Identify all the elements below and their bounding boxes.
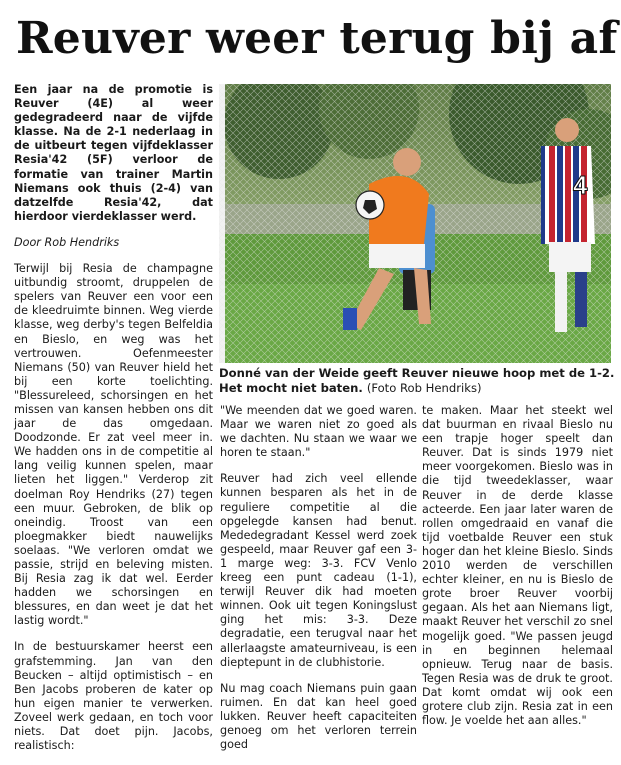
article-byline: Door Rob Hendriks — [14, 235, 120, 249]
shirt-number: 4 — [573, 170, 588, 200]
article-headline: Reuver weer terug bij af — [16, 13, 618, 64]
article-paragraph: Terwijl bij Resia de champagne uitbundig stroomt, druppelen de spelers van Reuver een voor een de kleedruimte binnen. Weg vierde klasse, weg derby's tegen Belfeldia en Bieslo, en weg was het vertrouwen. Oefenmeester Niemans (50) van Reuver hield het bij een korte toelichting. "Blessureleed, schorsingen en het missen van kansen hebben ons dit jaar de das omgedaan. Doodzonde. Er zat veel meer in. We hadden ons in de competitie al lang veilig kunnen spelen, maar lieten het liggen." Verderop zit doelman Roy Hendriks (27) tegen een muur. Gebroken, de blik op oneindig. Troost van een ploegmakker biedt nauwelijks soelaas. "We verloren omdat we passie, strijd en beleving misten. Bij Resia zag ik dat wel. Eerder hadden we schorsingen en blessures, en dan weet je dat het lastig wordt." — [14, 262, 213, 628]
article-paragraph: In de bestuurskamer heerst een grafstemming. Jan van den Beucken – altijd optimistisch – en Ben Jacobs proberen de kater op hun eigen manier te verwerken. Zoveel werk gedaan, en toch voor niets. Dat doet pijn. Jacobs, realistisch: — [14, 640, 213, 753]
photo-credit: (Foto Rob Hendriks) — [366, 380, 482, 395]
article-paragraph: Nu mag coach Niemans puin gaan ruimen. En dat kan heel goed lukken. Reuver heeft capaciteiten genoeg om het verloren terrein goed — [220, 681, 417, 752]
article-lead: Een jaar na de promotie is Reuver (4E) al weer gedegradeerd naar de vijfde klasse. Na de 2-1 nederlaag in de uitbeurt tegen vijfdeklasser Resia'42 (5F) verloor de formatie van trainer Martin Niemans ook thuis (2-4) van datzelfde Resia'42, dat hierdoor vierdeklasser werd. — [14, 83, 213, 223]
article-column-3 — [422, 404, 613, 740]
caption-text: Donné van der Weide geeft Reuver nieuwe hoop met de 1-2. Het mocht niet baten. — [219, 366, 615, 395]
football-scene-illustration — [219, 84, 611, 363]
photo-caption — [219, 366, 615, 395]
article-paragraph: Reuver had zich veel ellende kunnen besparen als het in de reguliere competitie al die opgelegde kansen had benut. Mededegradant Kessel werd zoek gespeeld, maar Reuver gaf een 3-1 marge weg: 3-3. FCV Venlo kreeg een punt cadeau (1-1), terwijl Reuver dik had moeten winnen. Ook uit tegen Koningslust ging het mis: 3-3. Deze degradatie, een terugval naar het allerlaagste amateurniveau, is een dieptepunt in de clubhistorie. — [220, 472, 417, 669]
article-paragraph: te maken. Maar het steekt wel dat buurman en rivaal Bieslo nu een trapje hoger speelt dan Reuver. Dat is sinds 1979 niet meer voorgekomen. Bieslo was in die tijd tweedeklasser, waar Reuver in de derde klasse acteerde. Een jaar later waren de rollen omgedraaid en vanaf die tijd voetbalde Reuver een stuk hoger dan het kleine Bieslo. Sinds 2010 werden de verschillen echter kleiner, en nu is Bieslo de grote broer Reuver voorbij gegaan. Als het aan Niemans ligt, maakt Reuver het verschil zo snel mogelijk goed. "We passen jeugd in en beginnen helemaal opnieuw. Terug naar de basis. Tegen Resia was de druk te groot. Dat komt omdat wij ook een grotere club zijn. Resia zat in een flow. Je voelde het aan alles." — [422, 404, 613, 728]
article-column-1 — [14, 83, 213, 765]
article-column-2 — [220, 404, 417, 764]
article-paragraph: "We meenden dat we goed waren. Maar we waren niet zo goed als we dachten. Nu staan we waar we horen te staan." — [220, 404, 417, 460]
match-photo — [219, 84, 611, 363]
